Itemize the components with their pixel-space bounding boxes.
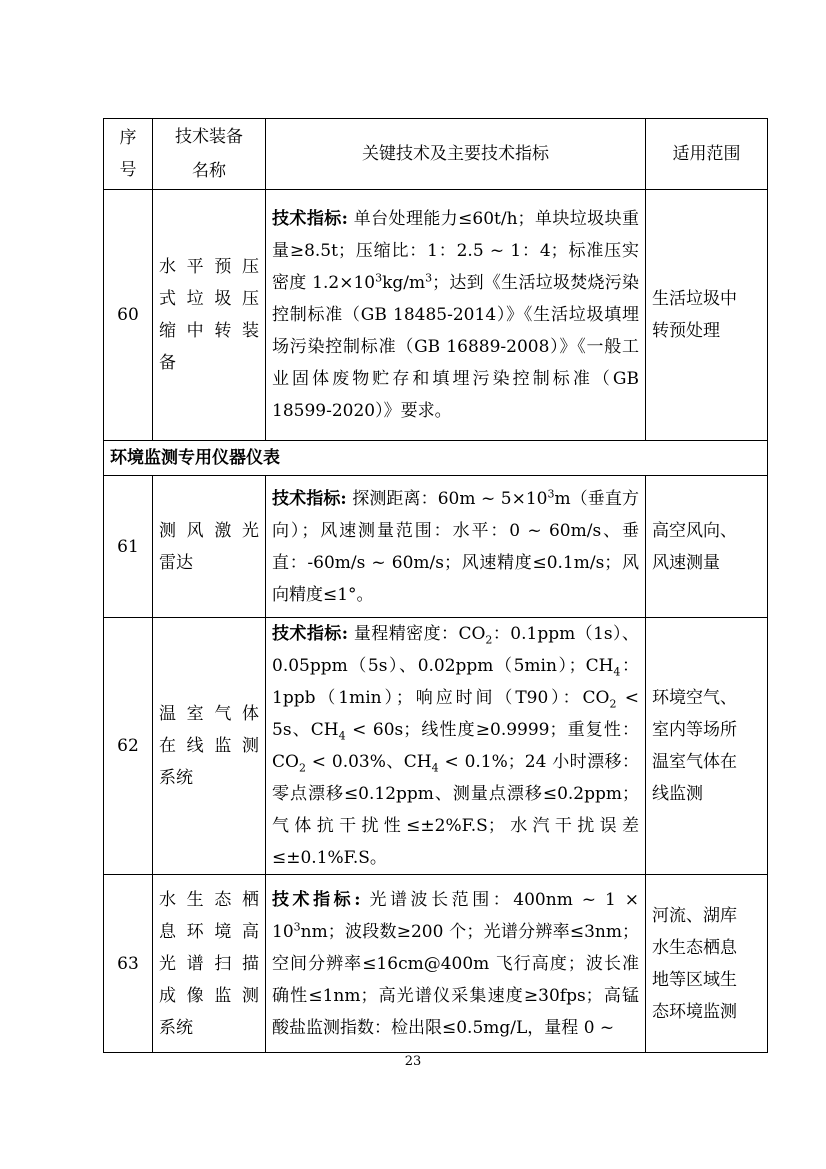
- header-col-tech: 关键技术及主要技术指标: [266, 119, 646, 190]
- indicator-label: 技术指标:: [272, 209, 348, 229]
- section-title: 环境监测专用仪器仪表: [104, 441, 768, 476]
- header-col-no: 序 号: [104, 119, 153, 190]
- row-number: 63: [104, 875, 153, 1053]
- row-number: 62: [104, 618, 153, 875]
- application-scope: 生活垃圾中 转预处理: [646, 190, 768, 441]
- indicator-label: 技术指标:: [272, 889, 361, 910]
- header-col-scope: 适用范围: [646, 119, 768, 190]
- section-row: [104, 441, 768, 476]
- page-number: 23: [404, 1054, 422, 1069]
- table-header-row: [104, 119, 768, 190]
- tech-indicators: 技术指标: 单台处理能力≤60t/h；单块垃圾块重量≥8.5t；压缩比：1：2.5 ~ 1：4；标准压实密度 $1.2\times 10^3kg/m^3$；达到《生活垃圾焚烧污染控制标准（GB 18485-2014）》《生活垃圾填埋场污染控制标准（GB 16889-2008）》《一般工业固体废物贮存和填埋污染控制标准（GB 18599-2020）》要求。: [266, 190, 646, 441]
- application-scope: 河流、湖库 水生态栖息 地等区域生 态环境监测: [646, 875, 768, 1053]
- equipment-name: 水平预压 式垃圾压 缩中转装 备: [153, 190, 266, 441]
- equipment-name: 水生态栖 息环境高 光谱扫描 成像监测 系统: [153, 875, 266, 1053]
- table-row-63: [104, 875, 768, 1053]
- equipment-table: [103, 118, 768, 1053]
- table-row-62: [104, 618, 768, 875]
- tech-indicators: 技术指标: 探测距离：60m ~ $5\times 10^3m$（垂直方向）；风速测量范围：水平：0 ~ 60m/s、垂直：-60m/s ~ 60m/s；风速精度≤0.1m/s；风向精度≤1°。: [266, 476, 646, 618]
- tech-indicators: 技术指标: 光谱波长范围：400nm ~ $1 \times 10^3nm$；波段数≥200 个；光谱分辨率≤3nm；空间分辨率≤16cm@400m 飞行高度；波长准确性≤1nm；高光谱仪采集速度≥30fps；高锰酸盐监测指数：检出限≤0.5mg/L，量程 0 ~: [266, 875, 646, 1053]
- row-number: 60: [104, 190, 153, 441]
- table-row-61: [104, 476, 768, 618]
- tech-indicators: 技术指标: 量程精密度：$CO_2$：0.1ppm（1s）、0.05ppm（5s）、0.02ppm（5min）；$CH_4$：1ppb（1min）；响应时间（T90）：$CO_2 < 5s$、$CH_4 < 60s$；线性度≥0.9999；重复性：$CO_2 < 0.03\%$、$CH_4 < 0.1\%$；24 小时漂移：零点漂移≤0.12ppm、测量点漂移≤0.2ppm；气体抗干扰性≤±2%F.S；水汽干扰误差≤±0.1%F.S。: [266, 618, 646, 875]
- indicator-label: 技术指标:: [272, 624, 349, 644]
- application-scope: 高空风向、 风速测量: [646, 476, 768, 618]
- header-col-name: 技术装备 名称: [153, 119, 266, 190]
- table-row-60: [104, 190, 768, 441]
- indicator-label: 技术指标:: [272, 488, 347, 509]
- equipment-name: 温室气体 在线监测 系统: [153, 618, 266, 875]
- row-number: 61: [104, 476, 153, 618]
- equipment-name: 测风激光 雷达: [153, 476, 266, 618]
- application-scope: 环境空气、 室内等场所 温室气体在 线监测: [646, 618, 768, 875]
